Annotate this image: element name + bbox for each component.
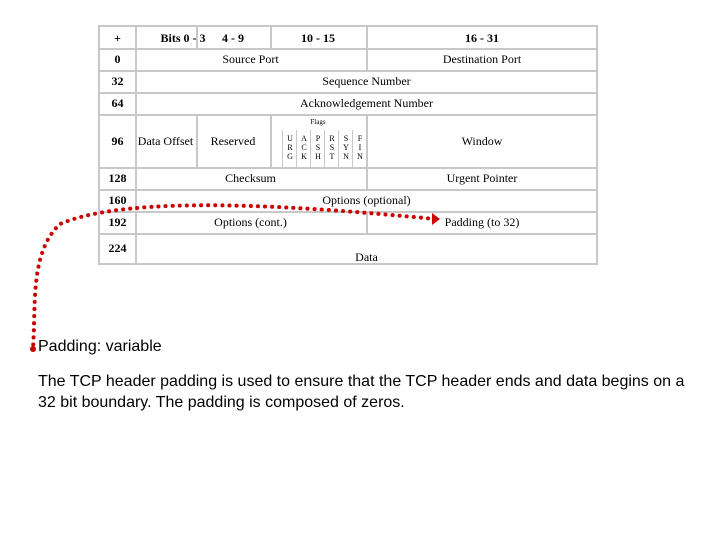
flag-letter: R xyxy=(287,143,293,152)
row-offset-96: 96 xyxy=(111,133,124,148)
flag-letter: F xyxy=(357,134,363,143)
header-plus: + xyxy=(114,30,121,45)
caption-title: Padding: variable xyxy=(38,338,162,355)
caption-body: The TCP header padding is used to ensure that the TCP header ends and data begins on a 32 bit boundary. The padding is composed of zeros. xyxy=(38,373,685,411)
row-offset-160: 160 xyxy=(108,193,127,207)
flag-letter: T xyxy=(329,152,335,161)
flag-column xyxy=(284,134,296,161)
flag-column xyxy=(354,134,366,161)
flag-letter: S xyxy=(329,143,335,152)
data-offset-field: Data Offset xyxy=(137,133,194,148)
header-bits-10-15: 10 - 15 xyxy=(301,30,335,45)
reserved-field: Reserved xyxy=(210,133,256,148)
flag-letter: N xyxy=(357,152,363,161)
tcp-header-table xyxy=(98,25,598,265)
header-bits-0-3: Bits 0 - 3 xyxy=(160,30,206,45)
header-bits-16-31: 16 - 31 xyxy=(465,30,499,45)
row-offset-32: 32 xyxy=(111,74,124,88)
row-offset-224: 224 xyxy=(108,241,127,255)
source-port-field: Source Port xyxy=(222,52,279,66)
padding-field: Padding (to 32) xyxy=(444,215,520,229)
data-field: Data xyxy=(355,250,378,264)
flag-letter: H xyxy=(315,152,321,161)
flag-letter: I xyxy=(358,143,362,152)
row-offset-192: 192 xyxy=(108,215,127,229)
flag-column xyxy=(312,134,324,161)
flag-column xyxy=(340,134,352,161)
row-offset-0: 0 xyxy=(114,52,121,66)
acknowledgement-number-field: Acknowledgement Number xyxy=(300,96,433,110)
grid-line xyxy=(352,130,353,167)
flag-letter: U xyxy=(287,134,293,143)
window-field: Window xyxy=(461,133,503,148)
row-offset-64: 64 xyxy=(111,96,124,110)
flag-letter: S xyxy=(343,134,349,143)
flag-letter: P xyxy=(315,134,321,143)
flag-letter: S xyxy=(315,143,321,152)
flag-letter: G xyxy=(287,152,293,161)
flag-letter: K xyxy=(301,152,307,161)
flag-letter: N xyxy=(343,152,349,161)
header-bits-4-9: 4 - 9 xyxy=(222,30,244,45)
row-offset-128: 128 xyxy=(108,171,127,185)
grid-line xyxy=(324,130,325,167)
options-field: Options (optional) xyxy=(322,193,411,207)
flag-letter: R xyxy=(329,134,335,143)
flag-letter: C xyxy=(301,143,307,152)
flags-label: Flags xyxy=(310,117,326,126)
flag-letter: Y xyxy=(343,143,349,152)
destination-port-field: Destination Port xyxy=(442,52,522,66)
flag-letter: A xyxy=(301,134,307,143)
options-cont-field: Options (cont.) xyxy=(214,215,287,229)
urgent-pointer-field: Urgent Pointer xyxy=(446,171,518,185)
grid-line xyxy=(282,130,283,167)
flag-column xyxy=(298,134,310,161)
padding-connector-endpoint xyxy=(30,346,36,352)
grid-line xyxy=(310,130,311,167)
grid-line xyxy=(338,130,339,167)
grid-line xyxy=(296,130,297,167)
sequence-number-field: Sequence Number xyxy=(322,74,411,88)
flag-column xyxy=(326,134,338,161)
checksum-field: Checksum xyxy=(225,171,276,185)
